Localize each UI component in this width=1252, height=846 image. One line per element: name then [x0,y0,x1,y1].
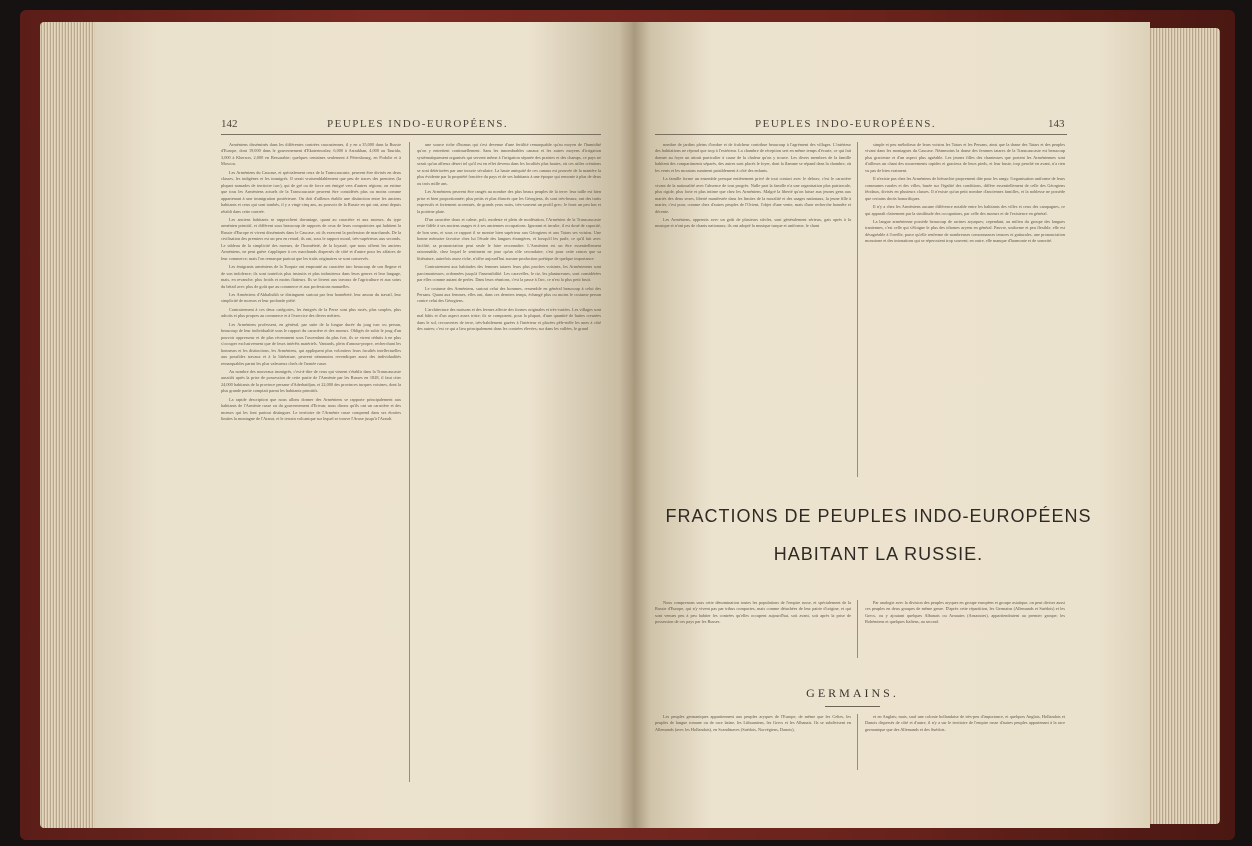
paragraph: La langue arménienne possède beaucoup de racines aryaques; cependant, au milieu du groupe des langues iraniennes, c'est celle qui s'éloigne le plus des idiomes aryens en général. Pauvre, uniforme et peu flexible, elle est désagréable à l'oreille, parce qu'elle renferme de nombreuses consonnances tenaces et gutturales, une prononciation monotone et des intonations qui se répercutent trop souvent; en outre, elle manque d'harmonie et de sonorité. [865,218,1065,244]
paragraph: Les Arméniens d'Akhaltsikh se distinguent surtout par leur honnêteté, leur amour du travail, leur simplicité de moeurs et leur profonde piété. [221,291,401,304]
paragraph: et en Anglais; mais, sauf une colonie hollandaise de très-peu d'importance, et quelques Anglais, Hollandais et Danois dispersés de côté et d'autre, il n'y a sur le territoire de l'empire russe d'autres peuples appartenant à la race germanique que des Allemands et des Suédois. [865,714,1065,732]
paragraph: Nous comprenons sous cette dénomination toutes les populations de l'empire russe, et spécialement de la Russie d'Europe, qui n'y vivent pas par tribus compactes, mais comme détachées de leur patrie d'origine, et qui sont venues peu à peu habiter les contrées qu'elles occupent aujourd'hui, soit avant, soit après la prise de possession de ces pays par les Russes. [655,600,851,625]
intro-column-2 [865,600,1065,660]
paragraph: La rapide description que nous allons donner des Arméniens se rapporte principalement aux habitants de l'Arménie russe ou du gouvernement d'Erivan; nous dirons qu'ils ont un caractère et des moeurs qui les font partout distinguer. Le territoire de l'Arménie russe comprend dans ses étroites limites la montagne de l'Ararat, et le terrain volcanique sur lequel se trouve l'Araxe jusqu'à l'Arasdt. [221,396,401,422]
left-column-1 [221,142,401,782]
paragraph: D'un caractère doux et calme, poli, modeste et plein de modération, l'Arménien de la Transcaucasie reste fidèle à ses anciens usages et à ses anciennes occupations. Ignorant et inculte, il est doué de capacité, de bon sens, et sous ce rapport il se montre bien supérieur aux Géorgiens et aux Tatars ses voisins. Une bonne mémoire favorise chez lui l'étude des langues étrangères, et lorsqu'il les parle, ce qu'il fait avec facilité, sa prononciation peut seule le faire reconnaître. L'Arménien est un être essentiellement raisonnable, chez lequel le sentiment ne joue qu'un rôle secondaire; c'est pour cette raison que sa littérature, autrefois assez riche, n'offre aujourd'hui aucune production poétique de quelque importance. [417,216,601,261]
paragraph: Il n'y a chez les Arméniens aucune différence notable entre les habitants des villes et ceux des campagnes, ce qui apparaît clairement par la similitude des occupations, par celle des moeurs et de l'existence en général. [865,204,1065,216]
left-page-number: 142 [221,118,238,130]
germains-column-2 [865,714,1065,774]
paragraph: Par analogie avec la division des peuples aryques en groupe européen et groupe asiatique, on peut diviser aussi ces peuples en deux groupes de même genre. D'après cette répartition, les Germains (Allemands et Suédois) et les Grecs, ou y ajoutant quelques Albanais ou Arnautes (Arnaoutes), appartiendraient au premier groupe; les Bohémiens et quelques Italiens, au second. [865,600,1065,625]
left-head-rule [221,134,601,135]
intro-column-1 [655,600,851,660]
paragraph: L'architecture des maisons et des fermes affecte des formes originales et très-variées. Les villages sont mal bâtis et d'un aspect assez triste; ils se composent, pour la plupart, d'une quantité de huttes creusées dans le sol, recouvertes de terre, très-habilement gazées à l'intérieur et placées pêle-mêle les unes à côté des autres; c'est ce qui a lieu principalement dans les contrées élevées; sur dans les vallées, le grand [417,306,601,332]
paragraph: une source riche d'humus qui s'est devenue d'une fertilité remarquable qu'au moyen de l'humidité qu'on y entretient continuellement. Sans les innombrables canaux et les autres moyens d'irrigation systématiquement organisés qui servent même à l'irrigation séparée des prairies et des champs, ce pays ne serait qu'un affreux désert tel qu'il est en effet devenu dans les localités plus hautes, où ces utiles créations se sont détériorées par une incurie séculaire. La haute antiquité de ces canaux est prouvée de la manière la plus évidente par la propriété foncière du pays et de ses habitants à une époque qui remonte à plus de deux ou trois mille ans. [417,142,601,186]
left-running-head: PEUPLES INDO-EUROPÉENS. [327,118,509,130]
section-title-line-1: FRACTIONS DE PEUPLES INDO-EUROPÉENS [665,506,1092,526]
right-page [635,22,1150,828]
germains-column-1 [655,714,851,774]
section-title-line-2: HABITANT LA RUSSIE. [773,544,984,564]
paragraph: Les anciens habitants se rapprochent davantage, quant au caractère et aux moeurs, du type arménien primitif, et diffèrent sous beaucoup de rapports de ceux de leurs compatriotes qui habitent la Russie d'Europe et vivent disséminés dans le Caucase, où ils exercent la profession de marchands. De la civilisation des premiers est un peu en retard; ils ont, sous le rapport moral, très-supérieurs aux seconds. Le tableau de la simplicité des moeurs, de l'honnêteté, de la loyauté, que nous offrent les anciens Arméniens, ne peut guère s'appliquer à ces marchands dispersés de côté et d'autre pour les affaires de leur commerce; mais l'on remarque partout que les traits originaires se sont conservés. [221,216,401,261]
paragraph: Le costume des Arméniens, surtout celui des hommes, ressemble en général beaucoup à celui des Persans. Quant aux femmes, elles ont, dans ces derniers temps, échangé plus ou moins le costume persan contre celui des Géorgiens. [417,285,601,304]
paragraph: Les émigrants arméniens de la Turquie ont emprunté au caractère turc beaucoup de son flegme et de son indolence; ils sont toutefois plus instruits et plus industrieux dans leurs genres et leur langage, mais, en revanche, plus froids et moins flatteurs. Ils se livrent aux travaux de l'agriculture et aux soins du bétail avec plus de goût que au commerce et aux professions manuelles. [221,264,401,289]
germains-heading: GERMAINS. [806,686,899,700]
left-column-2 [417,142,601,782]
right-column-divider [857,142,858,477]
paragraph: Les peuples germaniques appartiennent aux peuples aryques de l'Europe, de même que les Celtes, les peuples de langue romane ou de race latine, les Lithuaniens, les Grecs et les Albanais. Ils se subdivisent en Allemands (avec les Hollandais), en Scandinaves (Suédois, Norvégiens, Danois), [655,714,851,732]
paragraph: Les Arméniens, apprentis avec un goût de plusieurs siècles, sont généralement sérieux, gais après à la musique et n'ont pas de chants nationaux; ils ont adopté la musique turque et uniforme, le chant [655,216,851,229]
right-page-number: 143 [1048,118,1065,130]
paragraph: La famille forme un ensemble presque entièrement privé de tout contact avec le dehors; c'est le caractère vivant de la nationalité avec l'absence de tout progrès. Nulle part la famille n'a une organisation plus patriarcale, plus rigide, plus forte et plus intime que chez les Arméniens. Malgré la liberté qu'on laisse aux jeunes gens aux mariés des deux sexes, liberté manifestée dans les limites de la moralité et des usages nationaux, la jeune fille à marier, c'est pour, comme chez d'autres peuples de l'Orient, l'objet d'une vente, mais d'une recherche honnête et décente. [655,176,851,214]
paragraph: Contrairement à ces deux catégories, les émigrés de la Perse sont plus rusés, plus souples, plus adroits et plus propres au commerce et à l'exercice des divers métiers. [221,306,401,319]
germains-heading-rule [825,706,880,707]
right-head-rule [655,134,1067,135]
paragraph: Les Arméniens professent, en général, par suite de la longue durée du joug turc ou persan, beaucoup de leur individualité sous le rapport du caractère et des moeurs. Obligés de subir le joug d'un pouvoir oppresseur et de plus récemment sous l'ascendant du plus fort, ils se virent réduits à ne plus s'occuper exclusivement que de leurs intérêts matériels. Vantards, plein d'amour-propre, recherchant les honneurs et les distinctions, les Arméniens, qui appliquent plus volontiers leurs facultés intellectuelles aux possibles travaux et à la littérature, peuvent néanmoins revendiquer aussi des individualités remarquables parmi les plus valeureux chefs de l'armée russe. [221,321,401,366]
left-column-divider [409,142,410,782]
right-column-1 [655,142,851,477]
paragraph: simple et peu mélodieux de leurs voisins les Tatars et les Persans, ainsi que la danse des Tatars et des peuples vivant dans les montagnes du Caucase. Néanmoins la danse des femmes tatares de la Transcaucasie est beaucoup plus gracieuse et d'un aspect plus agréable. Les jeunes filles des chanteuses que portent les Arméniennes sont d'ailleurs un chant des mouvements rapides et gracieux de leurs pieds, et leur buste, trop penché en avant, n'a rien vu pas de bien vraiment. [865,142,1065,173]
right-page-edges [1140,28,1220,824]
right-column-2 [865,142,1065,477]
left-page [95,22,635,828]
paragraph: Les Arméniens du Caucase, et spécialement ceux de la Transcaucasie, peuvent être divisés en deux classes, les indigènes et les immigrés. Il serait vraisemblablement que peu de traces des premiers (la plupart nomades de territoire turc), qui de gré ou de force ont émigré vers d'autres régions; on estime que tous les Arméniens actuels de la Transcaucasie peuvent être considérés plus ou moins comme appartenant à une immigration postérieure. On doit d'ailleurs établir une distinction entre les anciens habitants et ceux qui sont tombés, il y a vingt-cinq ans, au pouvoir de la Russie en qui ont, ainsi depuis rétabli dans cette contrée. [221,169,401,214]
paragraph: Contrairement aux habitudes des femmes tatares leurs plus proches voisines, les Arméniennes sont parcimonieuses, ordonnées jusqu'à l'insensibilité. Les caravelles, le riz, les plantureuses, sont considérées par elles comme autant de perles. Dans leurs réunions, c'est la passe à l'arc, ce n'est la plus petit bruit. [417,264,601,283]
paragraph: nombre de jardins pleins d'ombre et de fraîcheur contribue beaucoup à l'agrément des villages. L'intérieur des habitations ne répond que trop à l'extérieur. La chambre de réception sert en même temps d'écurie, ce qui fait donner au foyer un attrait particulier à cause de la chaleur qu'on y trouve. Les divers membres de la famille habitent des compartiments séparés, des autres sont placés le foyer, dont la flamme se répand dans la chambre, où les vents et les moutons ruminent paisiblement à côté des enfants. [655,142,851,173]
paragraph: Au nombre des nouveaux immigrés, c'est-à-dire de ceux qui vinrent s'établir dans la Transcaucasie aussitôt après la prise de possession de cette partie de l'Arménie par les Russes en 1828, il faut citer 24,000 habitants de la province persane d'Aderbaïdjan, et 22,000 des provinces turques voisines, dont la plus grande partie comptait parmi les habitants primitifs. [221,368,401,394]
intro-column-divider [857,600,858,658]
right-running-head: PEUPLES INDO-EUROPÉENS. [755,118,937,130]
germains-column-divider [857,714,858,770]
paragraph: Arméniens disséminés dans les différentes contrées caucasiennes, il y en a 35,000 dans la Russie d'Europe, dont 19,000 dans le gouvernement d'Ekaterinoslav, 6,000 à Astrakhan, 4,000 au Taurida, 3,000 à Kherson, 2,000 en Bessarabie; quelques centaines seulement à Pétersbourg, en Podolie et à Moscou. [221,142,401,167]
paragraph: Il n'existe pas chez les Arméniens de hiérarchie proprement dite pour les rangs: l'organisation uniforme de leurs communes rurales et des villes, basée sur l'égalité des conditions, diffère essentiellement de celle des Géorgiens féodaux, divisés en plusieurs classes. Il n'existe qu'un petit nombre d'anciennes familles, et la noblesse ne possède que certains droits honorifiques. [865,176,1065,201]
paragraph: Les Arméniens peuvent être rangés au nombre des plus beaux peuples de la terre: leur taille est bien prise et bien proportionnée; plus petits et plus élancés que les Géorgiens, ils sont très-beaux; ont des traits expressifs et fortement accentués, de grands yeux noirs, très-souvent un profil grec; le front un peu bas et la poitrine plate. [417,189,601,214]
